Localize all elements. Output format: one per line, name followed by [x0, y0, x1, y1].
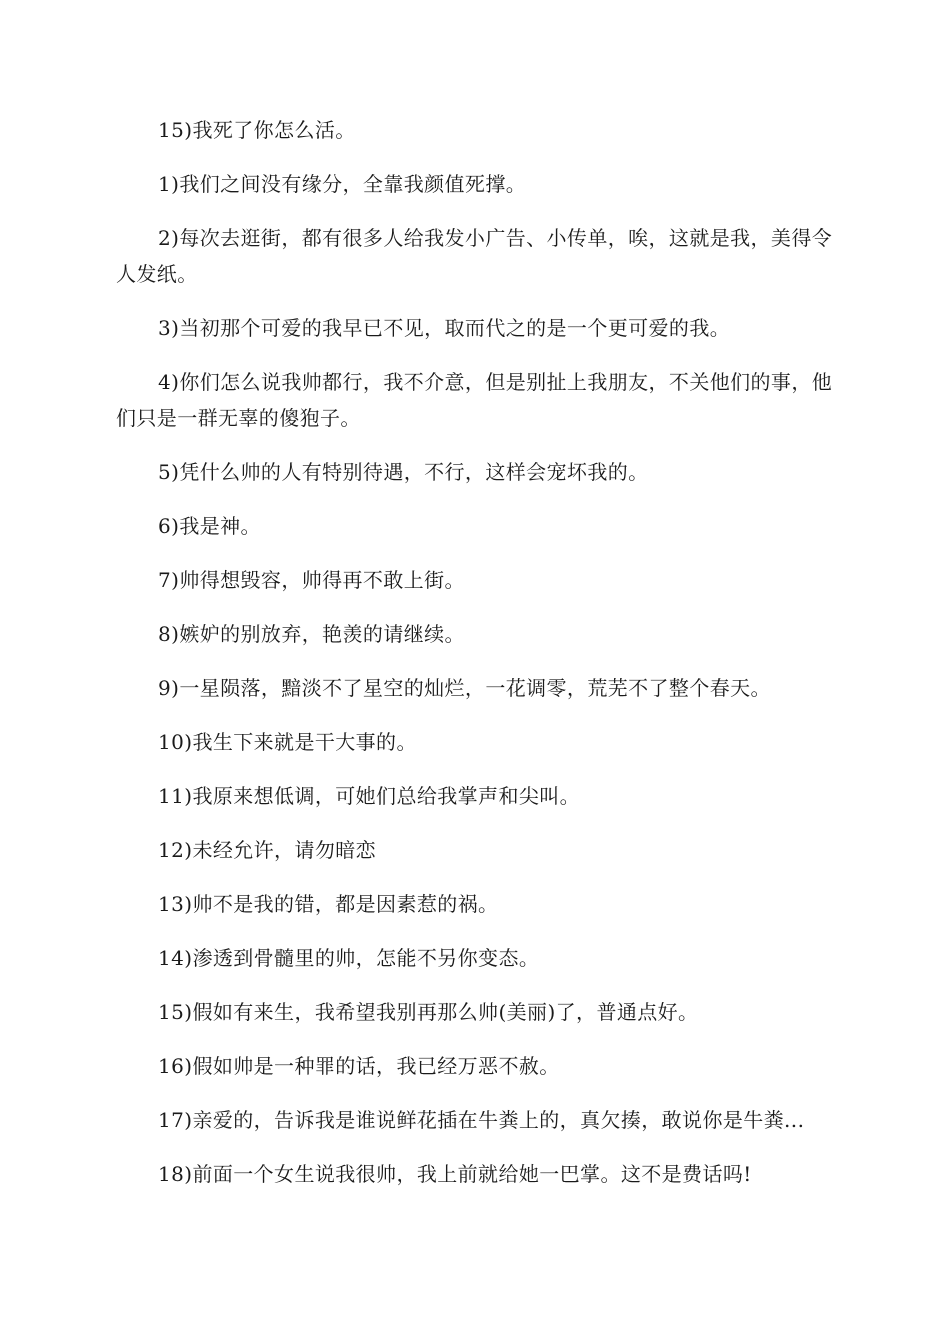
- paragraph: 7)帅得想毁容，帅得再不敢上街。: [158, 568, 465, 592]
- paragraph: 2)每次去逛街，都有很多人给我发小广告、小传单，唉，这就是我，美得令人发纸。: [116, 226, 833, 286]
- paragraph: 13)帅不是我的错，都是因素惹的祸。: [158, 892, 499, 916]
- paragraph: 3)当初那个可爱的我早已不见，取而代之的是一个更可爱的我。: [158, 316, 731, 340]
- paragraph: 18)前面一个女生说我很帅，我上前就给她一巴掌。这不是费话吗!: [158, 1162, 752, 1186]
- paragraph: 11)我原来想低调，可她们总给我掌声和尖叫。: [158, 784, 581, 808]
- paragraph: 17)亲爱的，告诉我是谁说鲜花插在牛粪上的，真欠揍，敢说你是牛粪...: [158, 1108, 805, 1132]
- paragraph: 15)假如有来生，我希望我别再那么帅(美丽)了，普通点好。: [158, 1000, 699, 1024]
- paragraph: 5)凭什么帅的人有特别待遇，不行，这样会宠坏我的。: [158, 460, 649, 484]
- paragraph: 15)我死了你怎么活。: [158, 118, 356, 142]
- paragraph: 9)一星陨落，黯淡不了星空的灿烂，一花调零，荒芜不了整个春天。: [158, 676, 771, 700]
- paragraph: 6)我是神。: [158, 514, 261, 538]
- paragraph: 4)你们怎么说我帅都行，我不介意，但是别扯上我朋友，不关他们的事，他们只是一群无辜的傻狍子。: [116, 370, 833, 430]
- paragraph: 16)假如帅是一种罪的话，我已经万恶不赦。: [158, 1054, 560, 1078]
- paragraph: 10)我生下来就是干大事的。: [158, 730, 417, 754]
- paragraph: 8)嫉妒的别放弃，艳羡的请继续。: [158, 622, 465, 646]
- document-body: [116, 112, 836, 1210]
- paragraph: 12)未经允许，请勿暗恋: [158, 838, 377, 862]
- paragraph: 14)渗透到骨髓里的帅，怎能不另你变态。: [158, 946, 540, 970]
- paragraph: 1)我们之间没有缘分，全靠我颜值死撑。: [158, 172, 527, 196]
